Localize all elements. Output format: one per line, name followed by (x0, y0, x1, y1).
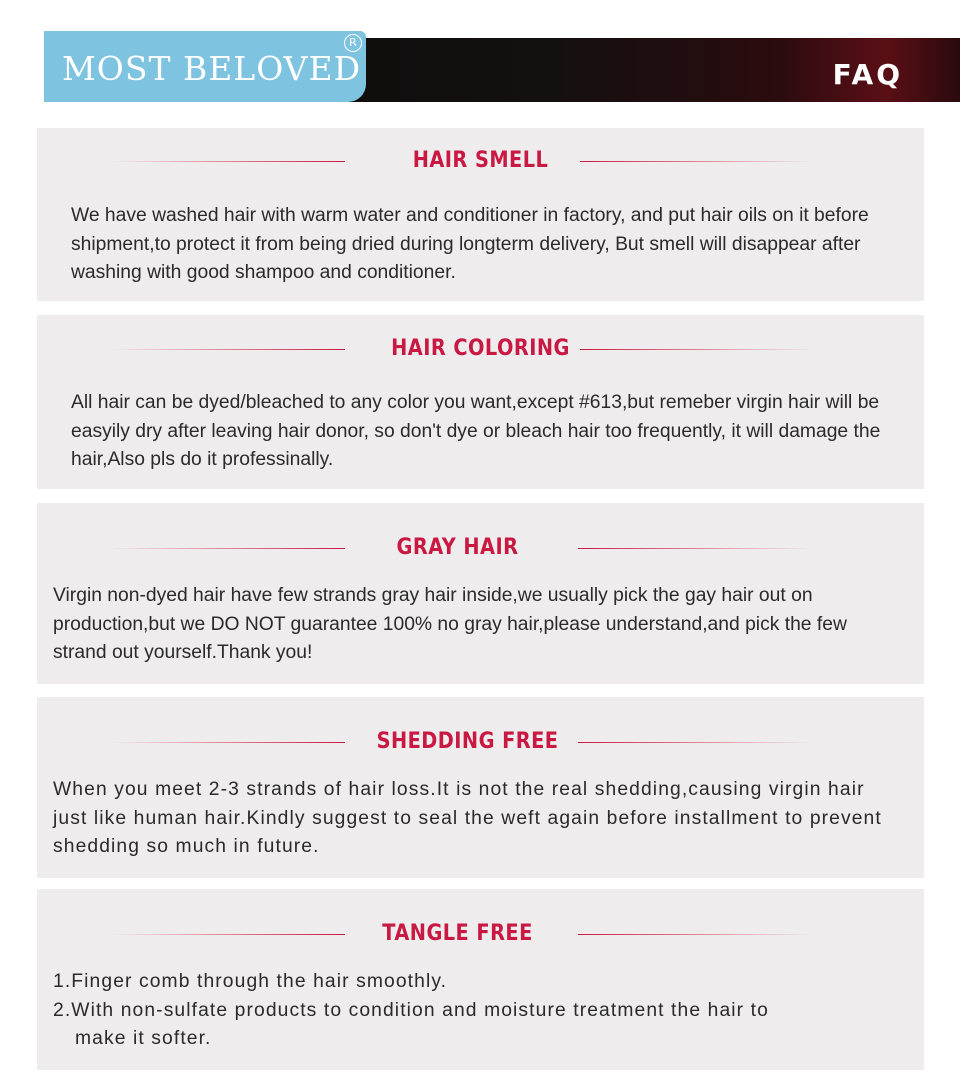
faq-heading: FAQ (832, 58, 903, 91)
section-text: When you meet 2-3 strands of hair loss.It is not the real shedding,causing virgin hair just like human hair.Kindly suggest to seal the weft again before installment to prevent shedding so much in future. (53, 779, 882, 857)
list-item: 1.Finger comb through the hair smoothly. (53, 971, 448, 992)
section-title: TANGLE FREE (382, 921, 533, 946)
section-text: We have washed hair with warm water and conditioner in factory, and put hair oils on it before shipment,to protect it from being dried during longterm delivery, But smell will disappear after washing with good shampoo and conditioner. (71, 205, 869, 283)
section-title: HAIR SMELL (412, 148, 549, 173)
list-item: 2.With non-sulfate products to condition and moisture treatment the hair to (53, 999, 769, 1021)
faq-card-hair-coloring (37, 315, 924, 489)
registered-mark-icon: R (344, 34, 362, 52)
faq-card-gray-hair (37, 503, 924, 684)
section-title: SHEDDING FREE (376, 729, 559, 754)
faq-card-shedding-free (37, 697, 924, 878)
list-item-continuation: make it softer. (75, 1028, 212, 1049)
logo-text: MOST BELOVED (62, 49, 362, 88)
section-list (53, 968, 913, 1054)
brand-logo[interactable] (44, 31, 366, 102)
faq-card-hair-smell (37, 128, 924, 301)
section-text: Virgin non-dyed hair have few strands gray hair inside,we usually pick the gay hair out on production,but we DO NOT guarantee 100% no gray hair,please understand,and pick the few strand out yourself.Thank you! (53, 585, 847, 663)
section-title: HAIR COLORING (391, 336, 570, 361)
faq-card-tangle-free (37, 889, 924, 1070)
section-title: GRAY HAIR (396, 535, 519, 560)
section-text: All hair can be dyed/bleached to any color you want,except #613,but remeber virgin hair will be easyily dry after leaving hair donor, so don't dye or bleach hair too frequently, it will damage the hair,Also pls do it professinally. (71, 392, 881, 470)
